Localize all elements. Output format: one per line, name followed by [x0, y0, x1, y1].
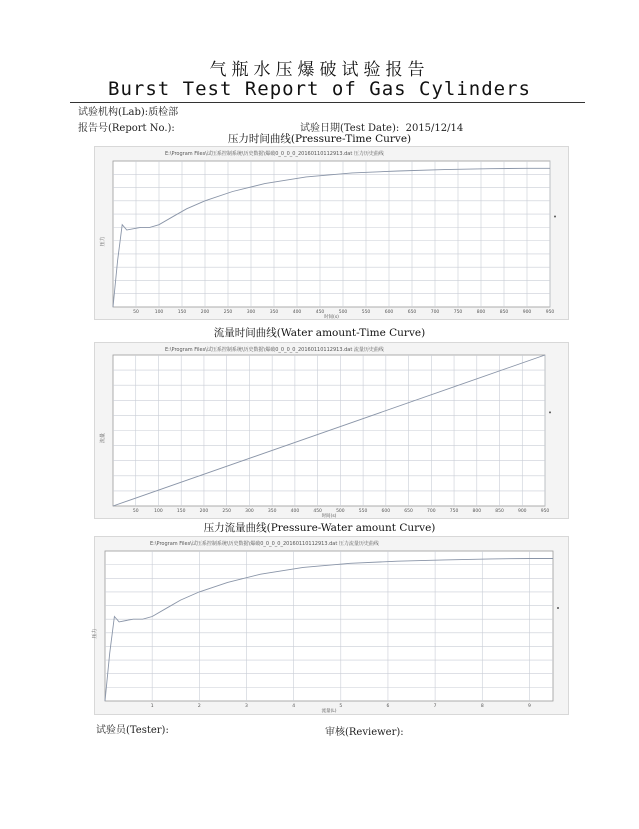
- x-axis-label: 时间(s): [324, 315, 339, 320]
- x-tick-label: 3: [245, 704, 248, 709]
- x-tick-label: 750: [453, 310, 463, 315]
- chart-title-pressure-water: 压力流量曲线(Pressure-Water amount Curve): [203, 522, 436, 534]
- lab-label: 试验机构(Lab):: [78, 107, 149, 118]
- chart-panel-water-time: [94, 342, 569, 519]
- chart-pressure-time: [95, 147, 568, 319]
- plot-area: [105, 551, 553, 701]
- x-tick-label: 250: [223, 310, 233, 315]
- report-no-label: 报告号(Report No.):: [78, 123, 175, 134]
- report-title-en: Burst Test Report of Gas Cylinders: [108, 78, 531, 100]
- lab-field: [78, 103, 178, 118]
- x-tick-label: 600: [384, 310, 394, 315]
- x-tick-label: 900: [522, 310, 532, 315]
- x-tick-label: 550: [358, 509, 368, 514]
- x-tick-label: 100: [154, 310, 164, 315]
- x-tick-label: 750: [449, 509, 459, 514]
- x-tick-label: 100: [154, 509, 163, 514]
- test-date-value: 2015/12/14: [405, 123, 464, 134]
- chart-path-pressure-water: E:\Program Files\试压系控制系统\历史数据\爆破0_0_0_0_20160110112913.dat 压力流量历史曲线: [150, 541, 379, 547]
- x-tick-label: 350: [269, 310, 279, 315]
- x-tick-label: 50: [132, 509, 139, 514]
- chart-path-pressure-time: E:\Program Files\试压系控制系统\历史数据\爆破0_0_0_0_20160110112913.dat 压力历史曲线: [165, 151, 384, 157]
- x-tick-label: 500: [336, 509, 345, 514]
- tester-field: [96, 721, 169, 736]
- x-tick-label: 400: [292, 310, 302, 315]
- chart-path-water-time: E:\Program Files\试压系控制系统\历史数据\爆破0_0_0_0_20160110112913.dat 流量历史曲线: [165, 347, 384, 353]
- x-tick-label: 850: [495, 509, 504, 514]
- scan-dot: [554, 215, 556, 217]
- chart-panel-pressure-time: [94, 146, 569, 320]
- x-tick-label: 9: [527, 704, 531, 709]
- report-title-cn: 气瓶水压爆破试验报告: [209, 60, 430, 80]
- x-tick-label: 350: [267, 509, 277, 514]
- x-tick-label: 800: [472, 509, 482, 514]
- x-tick-label: 200: [200, 310, 210, 315]
- x-tick-label: 2: [197, 704, 201, 709]
- x-tick-label: 250: [222, 509, 231, 514]
- y-axis-label: 压力: [100, 236, 106, 247]
- x-tick-label: 6: [386, 704, 390, 709]
- x-tick-label: 950: [540, 509, 550, 514]
- x-tick-label: 700: [430, 310, 440, 315]
- x-tick-label: 300: [245, 509, 254, 514]
- x-tick-label: 450: [315, 310, 325, 315]
- chart-panel-pressure-water: [94, 536, 569, 715]
- chart-title-pressure-time: 压力时间曲线(Pressure-Time Curve): [227, 133, 412, 145]
- lab-value: 质检部: [148, 107, 179, 118]
- scan-dot: [549, 411, 551, 413]
- reviewer-field: [325, 723, 404, 738]
- x-tick-label: 150: [176, 509, 186, 514]
- x-tick-label: 600: [381, 509, 391, 514]
- y-axis-label: 压力: [92, 628, 98, 639]
- x-axis-label: 时间(s): [321, 514, 337, 519]
- x-tick-label: 650: [407, 310, 417, 315]
- x-tick-label: 200: [199, 509, 209, 514]
- x-tick-label: 1: [150, 704, 154, 709]
- x-tick-label: 5: [339, 704, 343, 709]
- chart-pressure-water: [92, 537, 568, 714]
- x-tick-label: 450: [313, 509, 322, 514]
- x-tick-label: 800: [476, 310, 486, 315]
- x-tick-label: 650: [404, 509, 413, 514]
- y-axis-label: 流量: [100, 433, 106, 444]
- plot-area: [113, 161, 550, 307]
- scan-dot: [557, 607, 559, 609]
- test-date-label: 试验日期(Test Date):: [300, 123, 400, 134]
- x-tick-label: 400: [290, 509, 300, 514]
- tester-label: 试验员(Tester):: [96, 725, 169, 736]
- x-tick-label: 900: [517, 509, 527, 514]
- x-tick-label: 50: [133, 310, 139, 315]
- x-tick-label: 300: [246, 310, 256, 315]
- x-tick-label: 150: [177, 310, 187, 315]
- x-tick-label: 500: [338, 310, 348, 315]
- x-tick-label: 8: [480, 704, 484, 709]
- x-tick-label: 950: [545, 310, 555, 315]
- x-tick-label: 850: [499, 310, 509, 315]
- chart-water-time: [95, 343, 568, 518]
- chart-title-water-time: 流量时间曲线(Water amount-Time Curve): [213, 327, 426, 339]
- x-tick-label: 550: [361, 310, 371, 315]
- x-tick-label: 4: [292, 704, 296, 709]
- x-tick-label: 7: [433, 704, 437, 709]
- x-tick-label: 700: [427, 509, 436, 514]
- reviewer-label: 审核(Reviewer):: [325, 727, 404, 738]
- x-axis-label: 流量(L): [321, 709, 337, 714]
